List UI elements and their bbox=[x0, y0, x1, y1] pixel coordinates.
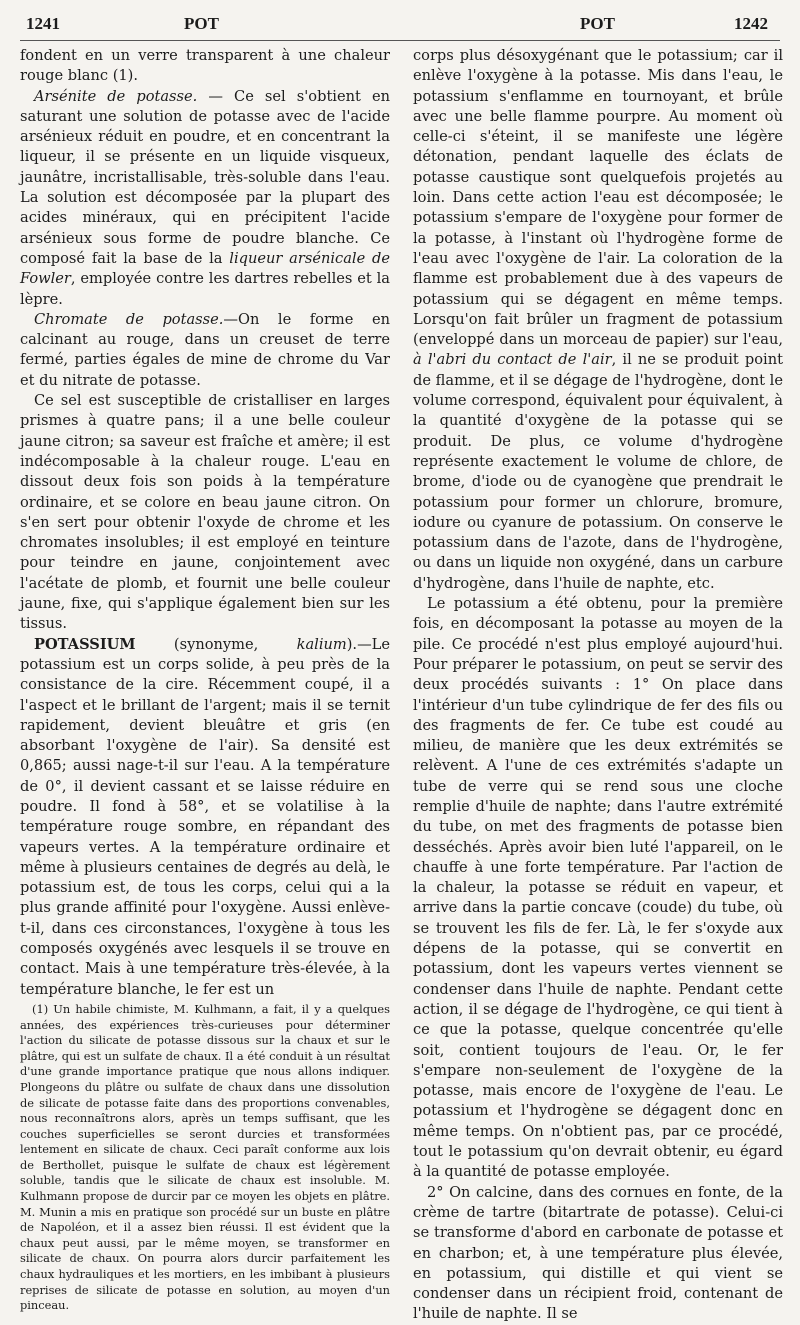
paragraph-chromate: Chromate de potasse.—On le forme en calcinant au rouge, dans un creuset de terre fermé, parties égales de mine de chrome du Var et du nitrate de potasse. bbox=[20, 310, 390, 389]
paragraph: 2° On calcine, dans des cornues en fonte, de la crème de tartre (bitartrate de potasse). Celui-ci se transforme d'abord en carbonate de potasse et en charbon; et, à une température plus élevée, en potassium, qui distille et qui vient se condenser dans un récipient froid, contenant de l'huile de naphte. Il se bbox=[413, 1183, 783, 1323]
running-head bbox=[20, 14, 780, 38]
paragraph: fondent en un verre transparent à une chaleur rouge blanc (1). bbox=[20, 47, 390, 85]
header-rule bbox=[20, 40, 780, 41]
page-number-left: 1241 bbox=[26, 14, 60, 33]
paragraph: Le potassium a été obtenu, pour la première fois, en décomposant la potasse au moyen de la pile. Ce procédé n'est plus employé aujourd'hui. Pour préparer le potassium, on peut se servir des deux procédés suivants : 1° On place dans l'intérieur d'un tube cylindrique de fer des fils ou des fragments de fer. Ce tube est coudé au milieu, de manière que les deux extrémités se relèvent. A l'une de ces extrémités s'adapte un tube de verre qui se rend sous une cloche remplie d'huile de naphte; dans l'autre extrémité du tube, on met des fragments de potasse bien desséchés. Après avoir bien luté l'appareil, on le chauffe à une forte température. Par l'action de la chaleur, la potasse se réduit en vapeur, et arrive dans la partie concave (coude) du tube, où se trouvent les fils de fer. Là, le fer s'oxyde aux dépens de la potasse, qui se convertit en potassium, dont les vapeurs vertes viennent se condenser dans l'huile de naphte. Pendant cette action, il se dégage de l'hydrogène, ce qui tient à ce que la potasse, quelque concentrée qu'elle soit, contient toujours de l'eau. Or, le fer s'empare non-seulement de l'oxygène de la potasse, mais encore de l'oxygène de l'eau. Le potassium et l'hydrogène se dégagent donc en même temps. On n'obtient pas, par ce procédé, tout le potassium qu'on devrait obtenir, eu égard à la quantité de potasse employée. bbox=[413, 595, 783, 1181]
page-number-right: 1242 bbox=[734, 14, 768, 33]
paragraph-arsenite: Arsénite de potasse. — Ce sel s'obtient en saturant une solution de potasse avec de l'acide arsénieux réduit en poudre, et en concentrant la liqueur, il se présente en un liquide visqueux, jaunâtre, incristallisable, très-soluble dans l'eau. La solution est décomposée par la plupart des acides minéraux, qui en précipitent l'acide arsénieux sous forme de poudre blanche. Ce composé fait la base de la liqueur arsénicale de Fowler, employée contre les dartres rebelles et la lèpre. bbox=[20, 87, 390, 308]
footnote: (1) Un habile chimiste, M. Kulhmann, a fait, il y a quelques années, des expériences très-curieuses pour déterminer l'action du silicate de potasse dissous sur la chaux et sur le plâtre, qui est un sulfate de chaux. Il a été conduit à un résultat d'une grande importance pratique que nous allons indiquer. Plongeons du plâtre ou sulfate de chaux dans une dissolution de silicate de potasse faite dans des proportions convenables, nous reconnaîtrons alors, après un temps suffisant, que les couches superficielles se seront durcies et transformées lentement en silicate de chaux. Ceci paraît conforme aux lois de Berthollet, puisque le sulfate de chaux est légèrement soluble, tandis que le silicate de chaux est insoluble. M. Kulhmann propose de durcir par ce moyen les objets en plâtre. M. Munin a mis en pratique son procédé sur un buste en plâtre de Napoléon, et il a assez bien réussi. Il est évident que la chaux peut aussi, par le même moyen, se transformer en silicate de chaux. On pourra alors durcir parfaitement les chaux hydrauliques et les mortiers, en les imbibant à plusieurs reprises de silicate de potasse en solution, au moyen d'un pinceau. bbox=[20, 1001, 390, 1313]
entry-heading: Arsénite de potasse. bbox=[34, 87, 198, 105]
paragraph-potassium: POTASSIUM (synonyme, kalium).—Le potassium est un corps solide, à peu près de la consistance de la cire. Récemment coupé, il a l'aspect et le brillant de l'argent; mais il se ternit rapidement, devient bleuâtre et gris (en absorbant l'oxygène de l'air). Sa densité est 0,865; aussi nage-t-il sur l'eau. A la température de 0°, il devient cassant et se laisse réduire en poudre. Il fond à 58°, et se volatilise à la température rouge sombre, en répandant des vapeurs vertes. A la température ordinaire et même à plusieurs centaines de degrés au delà, le potassium est, de tous les corps, celui qui a la plus grande affinité pour l'oxygène. Aussi enlève-t-il, dans ces circonstances, l'oxygène à tous les composés oxygénés avec lesquels il se trouve en contact. Mais à une température très-élevée, à la température blanche, le fer est un bbox=[20, 635, 390, 998]
running-word-right: POT bbox=[580, 14, 615, 33]
paragraph: Ce sel est susceptible de cristalliser en larges prismes à quatre pans; il a une belle couleur jaune citron; sa saveur est fraîche et amère; il est indécomposable à la chaleur rouge. L'eau en dissout deux fois son poids à la température ordinaire, et se colore en beau jaune citron. On s'en sert pour obtenir l'oxyde de chrome et les chromates insolubles; il est employé en teinture pour teindre en jaune, conjointement avec l'acétate de plomb, et fournit une belle couleur jaune, fixe, qui s'applique également bien sur les tissus. bbox=[20, 392, 390, 633]
running-word-left: POT bbox=[184, 14, 219, 33]
entry-heading: Chromate de potasse. bbox=[34, 310, 224, 328]
entry-heading: POTASSIUM bbox=[34, 635, 136, 653]
right-column bbox=[413, 46, 783, 1325]
left-column bbox=[20, 46, 390, 1314]
paragraph: corps plus désoxygénant que le potassium; car il enlève l'oxygène à la potasse. Mis dans l'eau, le potassium s'enflamme en tournoyant, et brûle avec une belle flamme pourpre. Au moment où celle-ci s'éteint, il se manifeste une légère détonation, pendant laquelle des éclats de potasse caustique sont quelquefois projetés au loin. Dans cette action l'eau est décomposée; le potassium s'empare de l'oxygène pour former de la potasse, à l'instant où l'hydrogène forme de l'eau avec l'oxygène de l'air. La coloration de la flamme est probablement due à des vapeurs de potassium qui se dégagent en même temps. Lorsqu'on fait brûler un fragment de potassium (enveloppé dans un morceau de papier) sur l'eau, à l'abri du contact de l'air, il ne se produit point de flamme, et il se dégage de l'hydrogène, dont le volume correspond, équivalent pour équivalent, à la quantité d'oxygène de la potasse qui se produit. De plus, ce volume d'hydrogène représente exactement le volume de chlore, de brome, d'iode ou de cyanogène que prendrait le potassium pour former un chlorure, bromure, iodure ou cyanure de potassium. On conserve le potassium dans de l'azote, dans de l'hydrogène, ou dans un liquide non oxygéné, dans un carbure d'hydrogène, dans l'huile de naphte, etc. bbox=[413, 47, 783, 592]
